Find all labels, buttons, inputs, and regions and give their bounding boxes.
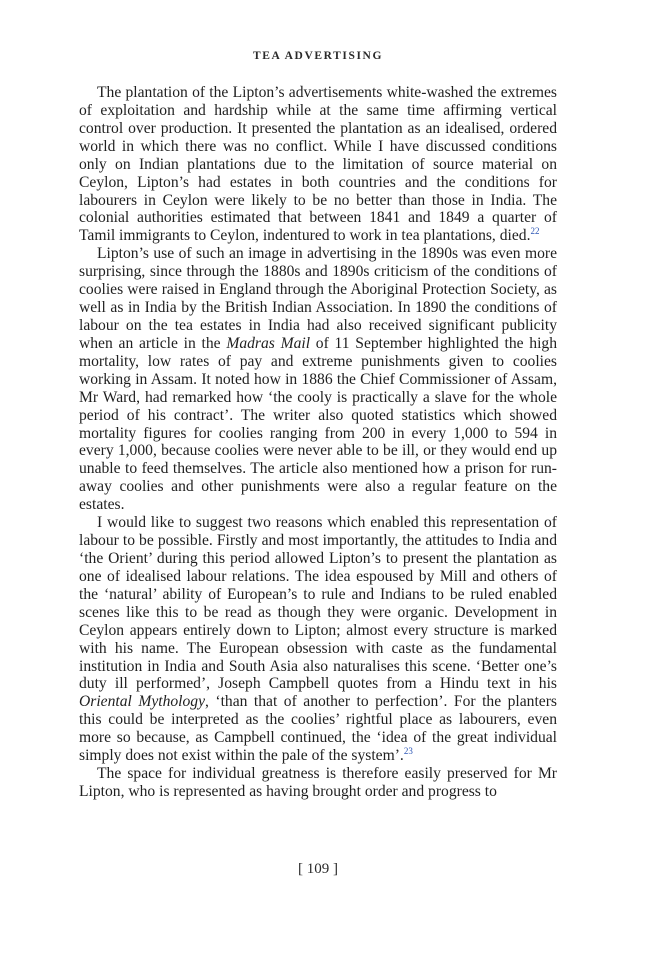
paragraph-4 [79,765,557,801]
book-page [79,0,557,975]
paragraph-3 [79,514,557,765]
paragraph-2-title-madras-mail: Madras Mail [226,334,311,352]
footnote-ref-23[interactable]: 23 [403,745,413,756]
running-head: TEA ADVERTISING [252,50,383,62]
paragraph-3-text-a: I would like to suggest two reasons which enabled this representation of labour to be possible. Firstly and most importantly, the attitudes to India and ‘the Orient’ during this period allowed Lipton’s to present the plantation as one of idealised labour relations. The idea espoused by Mill and others of the ‘natural’ ability of European’s to rule and Indians to be ruled enabled scenes like this to be read as though they were organic. Development in Ceylon appears entirely down to Lipton; almost every structure is marked with his name. The European obsession with caste as the fundamental institution in India and South Asia also naturalises this scene. ‘Better one’s duty ill performed’, Joseph Campbell quotes from a Hindu text in his [79,514,557,693]
paragraph-2 [79,245,557,514]
paragraph-4-text: The space for individual greatness is therefore easily preserved for Mr Lipton, who is represented as having brought order and progress to [79,765,557,800]
paragraph-2-text-b: of 11 September highlighted the high mortality, low rates of pay and extreme punishments given to coolies working in Assam. It noted how in 1886 the Chief Commissioner of Assam, Mr Ward, had remarked how ‘the cooly is practically a slave for the whole period of his contract’. The writer also quoted statistics which showed mortality figures for coolies ranging from 200 in every 1,000 to 594 in every 1,000, because coolies were never able to be ill, or they would end up unable to feed themselves. The article also mentioned how a prison for run-away coolies and other punishments were also a regular feature on the estates. [79,334,558,514]
footnote-ref-22[interactable]: 22 [530,226,540,237]
page-number: [ 109 ] [298,861,338,877]
paragraph-1-text: The plantation of the Lipton’s advertisements white-washed the extremes of exploitation and hardship while at the same time affirming vertical control over production. It presented the plantation as an idealised, ordered world in which there was no conflict. While I have discussed conditions only on Indian plantations due to the limitation of source material on Ceylon, Lipton’s had estates in both countries and the conditions for labourers in Ceylon were likely to be no better than those in India. The colonial authorities estimated that between 1841 and 1849 a quarter of Tamil immigrants to Ceylon, indentured to work in tea plantations, died. [79,84,557,245]
paragraph-2-text-a: Lipton’s use of such an image in advertising in the 1890s was even more surprising, since through the 1880s and 1890s criticism of the conditions of coolies were raised in England through the Aboriginal Protection Society, as well as in India by the British Indian Association. In 1890 the conditions of labour on the tea estates in India had also received significant publicity when an article in the [79,245,557,352]
paragraph-1 [79,84,557,245]
paragraph-3-text-b: , ‘than that of another to perfection’. For the planters this could be interpreted as the coolies’ rightful place as labourers, even more so because, as Campbell continued, the ‘idea of the great individual simply does not exist within the pale of the system’. [79,693,557,765]
paragraph-3-title-oriental-mythology: Oriental Mythology [79,693,206,711]
body-text [79,84,557,801]
